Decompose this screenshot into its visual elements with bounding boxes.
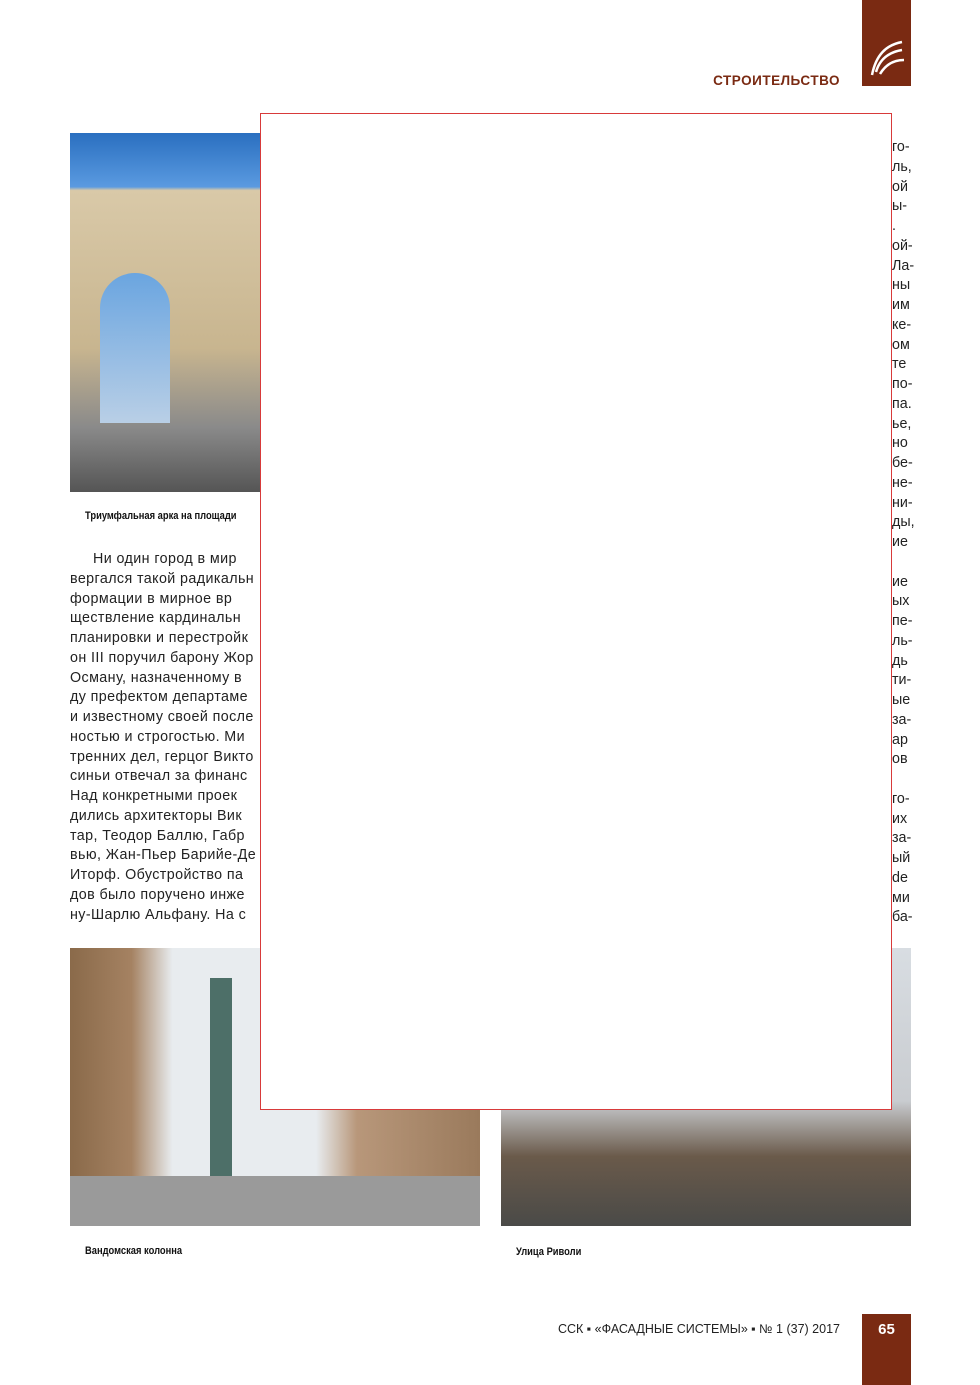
text-fragment: ов (892, 751, 908, 768)
vendome-caption: Вандомская колонна (85, 1245, 183, 1257)
rivoli-caption: Улица Риволи (516, 1246, 582, 1258)
blank-overlay-box (260, 113, 892, 1110)
text-line: и известному своей после (70, 709, 254, 725)
right-column-fragments (892, 138, 915, 928)
text-fragment (892, 770, 912, 790)
arch-caption: Триумфальная арка на площади (85, 510, 237, 522)
arc-de-triomphe-photo (70, 133, 262, 492)
text-line: планировки и перестройк (70, 630, 249, 646)
text-fragment: ой- (892, 237, 913, 254)
text-line: дов было поручено инже (70, 886, 245, 903)
text-fragment: бе- (892, 455, 913, 471)
text-fragment: не- (892, 474, 913, 491)
text-fragment: ых (892, 593, 910, 610)
text-fragment: ми (892, 889, 910, 906)
text-line: Иторф. Обустройство па (70, 867, 244, 883)
text-fragment: ба- (892, 909, 913, 926)
text-fragment: им (892, 297, 910, 313)
text-fragment: ти- (892, 672, 912, 689)
text-line: ностью и строгостью. Ми (70, 728, 246, 745)
text-fragment: ар (892, 731, 908, 748)
text-fragment: ой (892, 178, 908, 195)
text-fragment: ы- (892, 198, 908, 215)
text-fragment: их (892, 810, 908, 827)
text-fragment: ый (892, 850, 911, 866)
text-line: вергался такой радикальн (70, 570, 255, 587)
text-fragment: пе- (892, 613, 913, 629)
page-number: 65 (862, 1314, 911, 1385)
text-line: дились архитекторы Вик (70, 807, 242, 824)
text-fragment: ье, (892, 415, 912, 432)
footer-publication: ССК ▪ «ФАСАДНЫЕ СИСТЕМЫ» ▪ № 1 (37) 2017 (557, 1322, 840, 1336)
text-fragment: ие (892, 534, 908, 550)
text-line: ну-Шарлю Альфану. На с (70, 906, 247, 923)
feather-logo-icon (862, 0, 911, 86)
text-fragment: ль- (892, 632, 913, 649)
text-fragment: ые (892, 692, 911, 708)
text-fragment: ке- (892, 316, 912, 333)
text-fragment: по- (892, 376, 913, 392)
text-line: вью, Жан-Пьер Барийе-Де (70, 847, 257, 864)
text-fragment: за- (892, 711, 912, 728)
text-fragment: дь (892, 652, 908, 669)
text-fragment: ие (892, 573, 908, 590)
text-line: синьи отвечал за финанс (70, 768, 248, 785)
text-fragment: те (892, 356, 907, 373)
text-fragment: но (892, 435, 908, 452)
text-line: Осману, назначенному в (70, 669, 243, 686)
text-fragment: ом (892, 336, 910, 353)
logo-tab (862, 0, 911, 86)
text-line: тар, Теодор Баллю, Габр (70, 827, 245, 844)
text-line: ществление кардинальн (70, 610, 242, 627)
text-fragment: de (892, 869, 908, 886)
text-fragment (892, 553, 912, 573)
text-fragment: ны (892, 277, 911, 294)
text-fragment: за- (892, 830, 912, 847)
text-line: он III поручил барону Жор (70, 649, 254, 666)
text-line: формации в мирное вр (70, 590, 233, 607)
text-line: ду префектом департаме (70, 689, 248, 706)
text-fragment: Ла- (892, 257, 915, 274)
text-line: Над конкретными проек (70, 788, 238, 804)
text-fragment: па. (892, 395, 912, 412)
text-line: тренних дел, герцог Викто (70, 748, 254, 765)
left-column-text (70, 550, 262, 925)
text-fragment: ни- (892, 494, 913, 511)
text-fragment: ды, (892, 514, 915, 531)
text-fragment: го- (892, 790, 910, 807)
section-title: СТРОИТЕЛЬСТВО (713, 73, 840, 88)
text-line: Ни один город в мир (93, 551, 237, 567)
text-fragment: ль, (892, 158, 912, 175)
text-fragment: го- (892, 139, 910, 155)
text-fragment: . (892, 218, 896, 234)
